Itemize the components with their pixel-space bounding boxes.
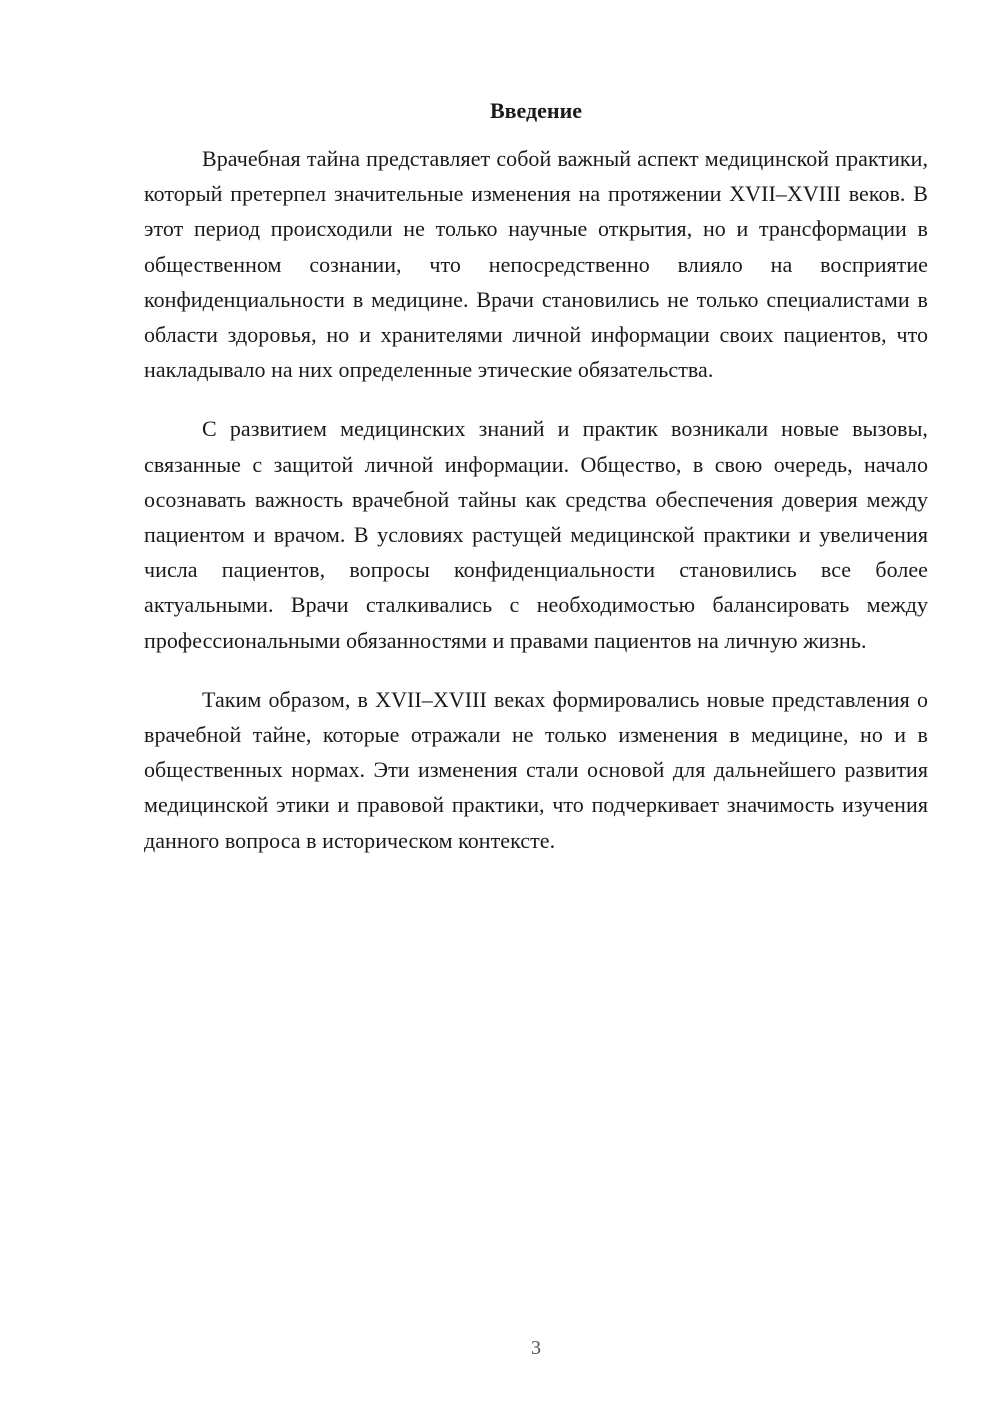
section-heading: Введение bbox=[489, 98, 583, 123]
paragraph-2: С развитием медицинских знаний и практик возникали новые вызовы, связанные с защитой личной информации. Общество, в свою очередь, начало осознавать важность врачебной тайны как средства обеспечения доверия между пациентом и врачом. В условиях растущей медицинской практики и увеличения числа пациентов, вопросы конфиденциальности становились все более актуальными. Врачи сталкивались с необходимостью балансировать между профессиональными обязанностями и правами пациентов на личную жизнь. bbox=[144, 416, 928, 653]
body-text bbox=[144, 141, 928, 882]
page-number: 3 bbox=[531, 1337, 541, 1359]
paragraph-1: Врачебная тайна представляет собой важный аспект медицинской практики, который претерпел значительные изменения на протяжении XVII–XVIII веков. В этот период происходили не только научные открытия, но и трансформации в общественном сознании, что непосредственно влияло на восприятие конфиденциальности в медицине. Врачи становились не только специалистами в области здоровья, но и хранителями личной информации своих пациентов, что накладывало на них определенные этические обязательства. bbox=[144, 146, 928, 383]
paragraph-3: Таким образом, в XVII–XVIII веках формировались новые представления о врачебной тайне, которые отражали не только изменения в медицине, но и в общественных нормах. Эти изменения стали основой для дальнейшего развития медицинской этики и правовой практики, что подчеркивает значимость изучения данного вопроса в историческом контексте. bbox=[144, 686, 928, 853]
